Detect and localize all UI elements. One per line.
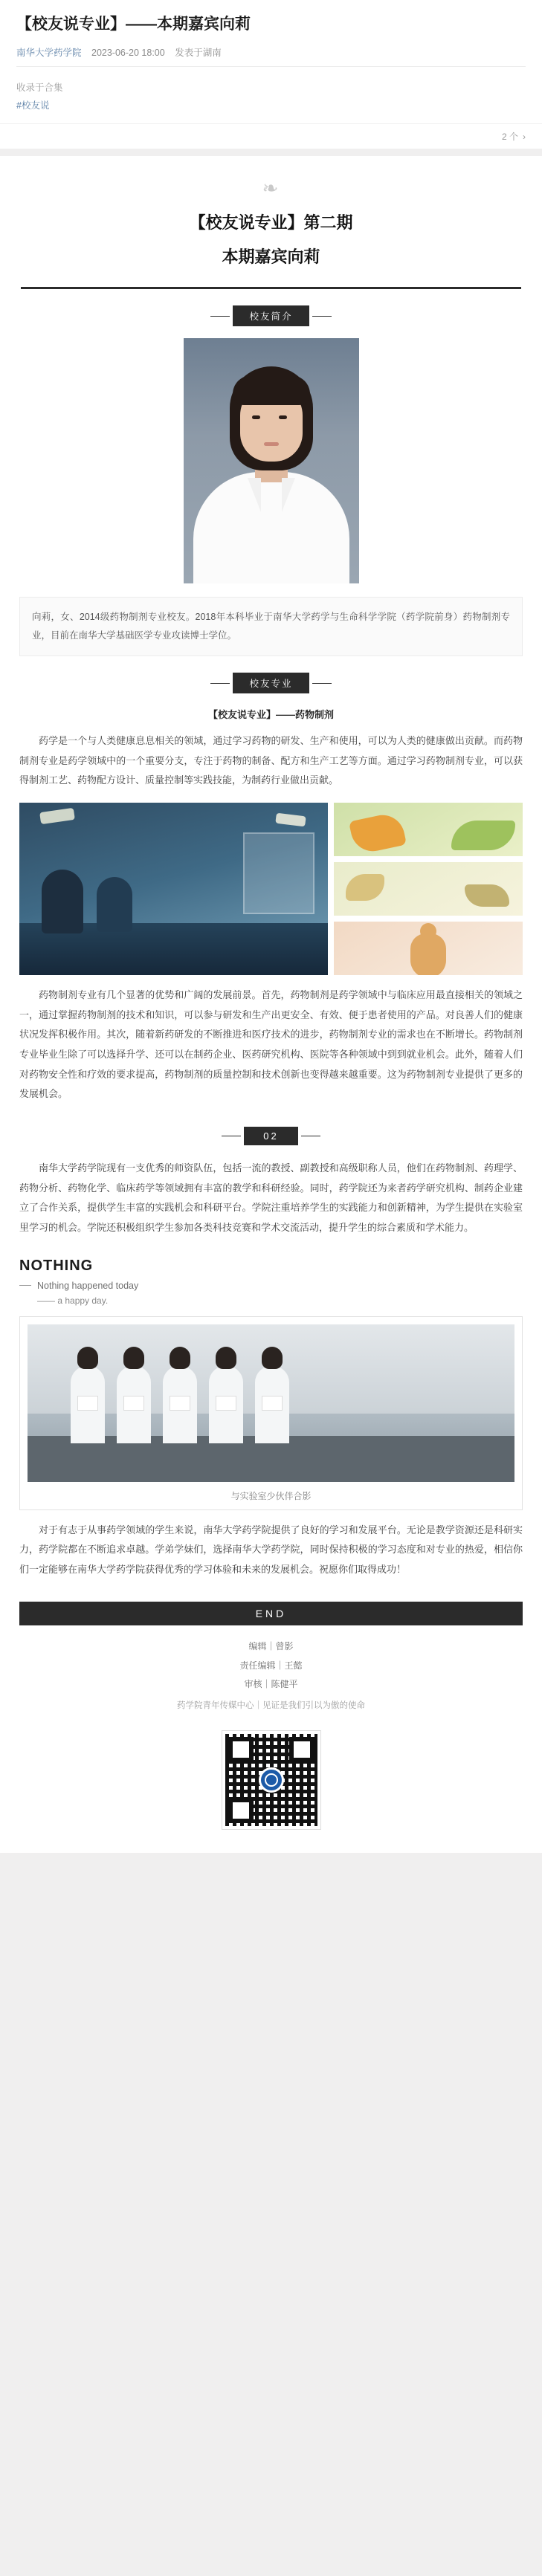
section-number-text: 02 bbox=[244, 1127, 297, 1145]
article-meta bbox=[16, 45, 526, 59]
nothing-subtitle-text: Nothing happened today bbox=[37, 1280, 139, 1291]
section-label-major bbox=[0, 673, 542, 693]
publish-date: 2023-06-20 18:00 bbox=[91, 48, 165, 59]
collection-bar bbox=[0, 73, 542, 123]
qr-code-wrap bbox=[0, 1731, 542, 1829]
nothing-footnote: —— a happy day. bbox=[37, 1295, 109, 1306]
collection-count-row[interactable] bbox=[0, 123, 542, 149]
nothing-title: NOTHING bbox=[19, 1257, 94, 1274]
end-block bbox=[0, 1602, 542, 1829]
qr-finder-icon bbox=[228, 1737, 254, 1762]
section-label-intro bbox=[0, 305, 542, 326]
qr-finder-icon bbox=[289, 1737, 314, 1762]
herbs-photo bbox=[334, 862, 523, 916]
credit-reviewer: 审核｜陈健平 bbox=[244, 1678, 298, 1689]
section-label-text: 校友专业 bbox=[233, 673, 309, 693]
gourd-photo bbox=[334, 922, 523, 975]
paragraph: 对于有志于从事药学领域的学生来说，南华大学药学院提供了良好的学习和发展平台。无论是教学资源还是科研实力，药学院都在不断追求卓越。学弟学妹们，选择南华大学药学院，同时保持积极的学习态度和对专业的热爱，相信你们一定能够在南华大学药学院获得优秀的学习体验和未来的发展机会。祝愿你们取得成功！ bbox=[19, 1524, 523, 1575]
dash-icon bbox=[19, 1285, 31, 1286]
end-label: END bbox=[19, 1602, 523, 1625]
account-logo-icon bbox=[259, 1767, 284, 1793]
article-header bbox=[0, 0, 542, 73]
qr-code[interactable] bbox=[222, 1731, 320, 1829]
qr-finder-icon bbox=[228, 1798, 254, 1823]
photo-collage bbox=[19, 803, 523, 975]
section-label-text: 校友简介 bbox=[233, 305, 309, 326]
zongzi-photo bbox=[334, 803, 523, 856]
publish-location: 发表于湖南 bbox=[175, 48, 222, 59]
collection-tag[interactable]: #校友说 bbox=[16, 100, 50, 111]
group-photo-frame bbox=[19, 1316, 523, 1510]
group-photo bbox=[28, 1324, 514, 1482]
major-subheading: 【校友说专业】——药物制剂 bbox=[207, 709, 334, 721]
headline-line-2: 本期嘉宾向莉 bbox=[222, 247, 320, 266]
page-title: 【校友说专业】——本期嘉宾向莉 bbox=[16, 16, 251, 33]
headline-line-1: 【校友说专业】第二期 bbox=[189, 213, 353, 233]
credit-editor: 编辑｜曾影 bbox=[248, 1641, 294, 1652]
article-body bbox=[0, 156, 542, 1853]
collection-count: 2 个 bbox=[501, 132, 518, 143]
lab-photo bbox=[19, 803, 328, 975]
credits-block bbox=[0, 1625, 542, 1718]
ornament-icon: ❧ bbox=[262, 177, 280, 200]
headline-rule bbox=[21, 287, 521, 289]
alumni-portrait-photo bbox=[184, 338, 359, 583]
paragraph: 南华大学药学院现有一支优秀的师资队伍，包括一流的教授、副教授和高级职称人员，他们在药物制剂、药理学、药物分析、药物化学、临床药学等领域拥有丰富的教学和科研经验。同时，药学院还为来者药学研究机构、制药企业建立了合作关系，提供学生丰富的实践机会和科研平台。学院注重培养学生的实践能力和创新精神，为学生提供在实验室里学习的机会。学院还积极组织学生参加各类科技竞赛和学术交流活动，提升学生的综合素质和学术能力。 bbox=[19, 1162, 523, 1233]
paragraph: 药学是一个与人类健康息息相关的领域，通过学习药物的研发、生产和使用，可以为人类的健康做出贡献。而药物制剂专业是药学领域中的一个重要分支，专注于药物的制备、配方和生产工艺等方面。通过学习药物制剂专业，可以获得制剂工艺、药物配方设计、质量控制等实践技能，为制药行业做出贡献。 bbox=[19, 735, 523, 786]
collection-label: 收录于合集 bbox=[16, 82, 63, 94]
credit-responsible-editor: 责任编辑｜王懿 bbox=[239, 1660, 303, 1671]
nothing-block bbox=[19, 1258, 523, 1306]
chevron-right-icon: › bbox=[523, 131, 526, 142]
header-divider bbox=[16, 66, 526, 67]
group-photo-caption: 与实验室少伙伴合影 bbox=[230, 1490, 312, 1501]
credit-note: 药学院青年传媒中心｜见证是我们引以为傲的使命 bbox=[177, 1700, 365, 1710]
alumni-bio-caption: 向莉，女、2014级药物制剂专业校友。2018年本科毕业于南华大学药学与生命科学学院（药学院前身）药物制剂专业，目前在南华大学基础医学专业攻读博士学位。 bbox=[19, 597, 523, 656]
account-name[interactable]: 南华大学药学院 bbox=[16, 48, 82, 59]
section-number-block bbox=[0, 1127, 542, 1145]
paragraph: 药物制剂专业有几个显著的优势和广阔的发展前景。首先，药物制剂是药学领域中与临床应用最直接相关的领域之一，通过掌握药物制剂的技术和知识，可以参与研发和生产出更安全、有效、便于患者使用的产品。对良善人们的健康状况发挥积极作用。其次，随着新药研发的不断推进和医疗技术的进步，药物制剂专业的需求也在不断增长。药物制剂专业毕业生除了可以选择升学、还可以在制药企业、医药研究机构、医院等各种领域中到到就业机会。此外，随着人们对药物安全性和疗效的要求提高，药物制剂的质量控制和技术创新也变得越来越重要。这为药物制剂专业提供了更多的发展机会。 bbox=[19, 989, 523, 1100]
nothing-subtitle bbox=[19, 1281, 523, 1291]
